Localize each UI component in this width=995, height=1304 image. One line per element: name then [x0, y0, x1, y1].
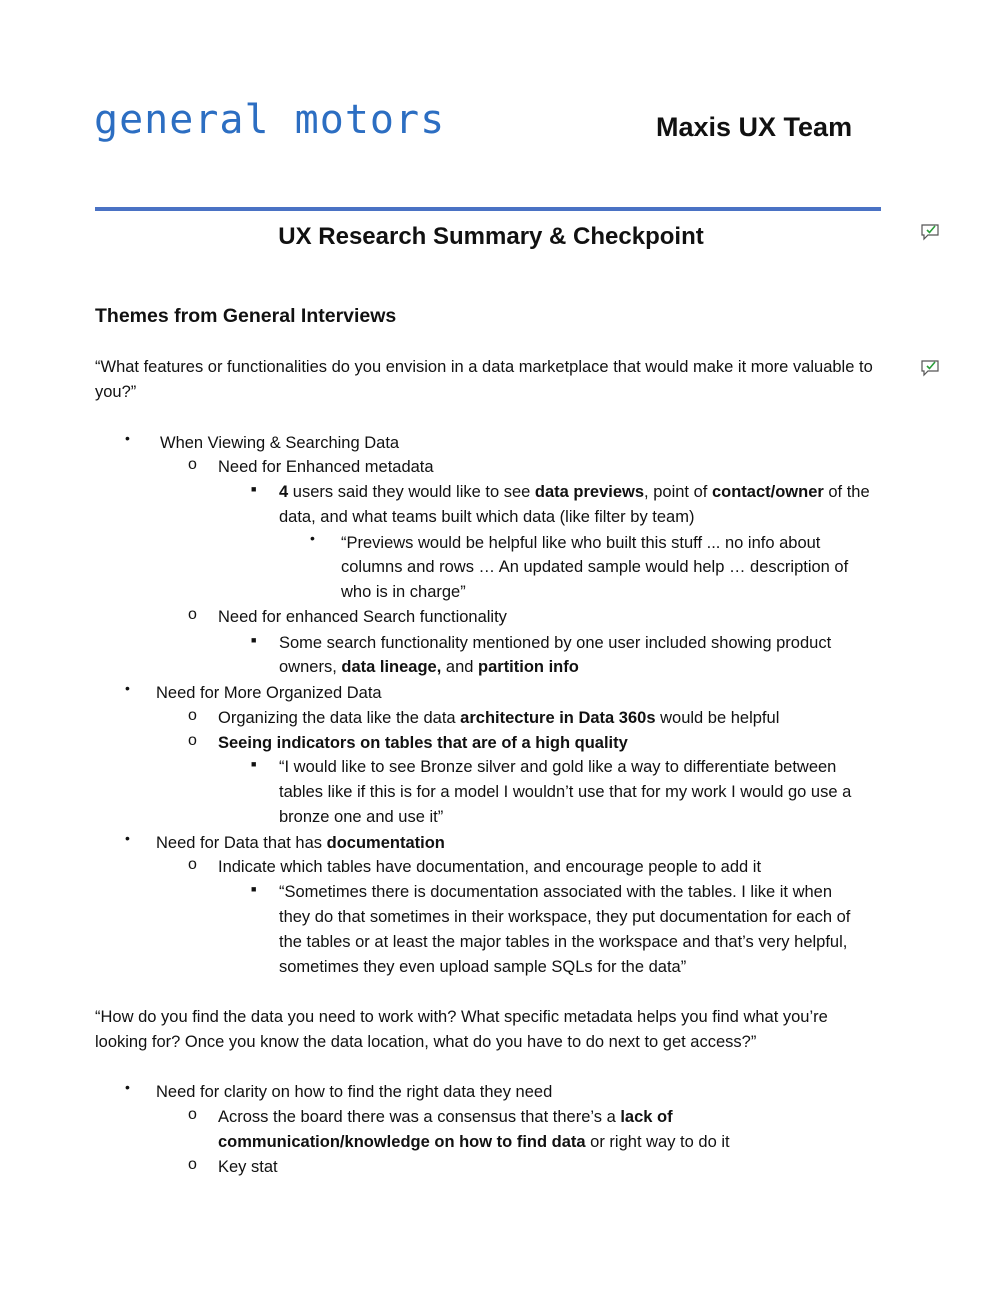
list-item-continuation: owners, data lineage, and partition info [279, 658, 579, 676]
list-item: Organizing the data like the data architecture in Data 360s would be helpful [218, 709, 780, 727]
square-marker: ■ [251, 884, 257, 894]
quote-line: sometimes they even upload sample SQLs for the data” [279, 958, 687, 976]
company-logo: general motors [94, 97, 446, 143]
quote-line: “Sometimes there is documentation associated with the tables. I like it when [279, 883, 833, 901]
document-title: UX Research Summary & Checkpoint [278, 223, 704, 250]
list-item: When Viewing & Searching Data [160, 434, 400, 452]
bullet-marker: • [125, 430, 130, 446]
bullet-marker: • [125, 1079, 130, 1095]
list-item: Need for More Organized Data [156, 684, 382, 702]
circle-marker: o [188, 856, 197, 873]
comment-icon[interactable] [920, 223, 940, 241]
list-item: Need for clarity on how to find the right data they need [156, 1083, 553, 1101]
list-item: Across the board there was a consensus that there’s a lack of [218, 1108, 673, 1126]
square-marker: ■ [251, 635, 257, 645]
square-marker: ■ [251, 484, 257, 494]
question-2: “How do you find the data you need to work with? What specific metadata helps you find what you’re looking for? Once you know the data location, what do you have to do next to get access?” [95, 1008, 828, 1051]
question-1: “What features or functionalities do you envision in a data marketplace that would make it more valuable to you?” [95, 358, 873, 401]
list-item-continuation: communication/knowledge on how to find data or right way to do it [218, 1133, 730, 1151]
quote-line: “I would like to see Bronze silver and gold like a way to differentiate between [279, 758, 837, 776]
section-heading: Themes from General Interviews [95, 305, 397, 327]
bullet-marker: • [310, 530, 315, 546]
quote-line: tables like if this is for a model I wouldn’t use that for my work I would go use a [279, 783, 852, 801]
list-item: Need for Enhanced metadata [218, 458, 434, 476]
list-item-continuation: data, and what teams built which data (like filter by team) [279, 508, 695, 526]
quote-line: they do that sometimes in their workspace, they put documentation for each of [279, 908, 851, 926]
list-item: Seeing indicators on tables that are of a high quality [218, 734, 628, 752]
list-item: Key stat [218, 1158, 278, 1176]
list-item: Some search functionality mentioned by one user included showing product [279, 634, 832, 652]
bullet-marker: • [125, 830, 130, 846]
circle-marker: o [188, 456, 197, 473]
circle-marker: o [188, 606, 197, 623]
comment-icon[interactable] [920, 359, 940, 377]
circle-marker: o [188, 1156, 197, 1173]
circle-marker: o [188, 1106, 197, 1123]
list-item: Need for Data that has documentation [156, 834, 445, 852]
list-item: Indicate which tables have documentation, and encourage people to add it [218, 858, 762, 876]
circle-marker: o [188, 732, 197, 749]
quote-line: the tables or at least the major tables in the workspace and that’s very helpful, [279, 933, 848, 951]
quote-line: who is in charge” [341, 583, 466, 601]
quote-line: bronze one and use it” [279, 808, 444, 826]
team-name: Maxis UX Team [656, 112, 853, 142]
bullet-marker: • [125, 680, 130, 696]
list-item: Need for enhanced Search functionality [218, 608, 507, 626]
header-divider [95, 207, 881, 211]
list-item: 4 users said they would like to see data previews, point of contact/owner of the [279, 483, 870, 501]
quote-line: “Previews would be helpful like who built this stuff ... no info about [341, 534, 821, 552]
square-marker: ■ [251, 759, 257, 769]
circle-marker: o [188, 707, 197, 724]
quote-line: columns and rows … An updated sample would help … description of [341, 558, 849, 576]
